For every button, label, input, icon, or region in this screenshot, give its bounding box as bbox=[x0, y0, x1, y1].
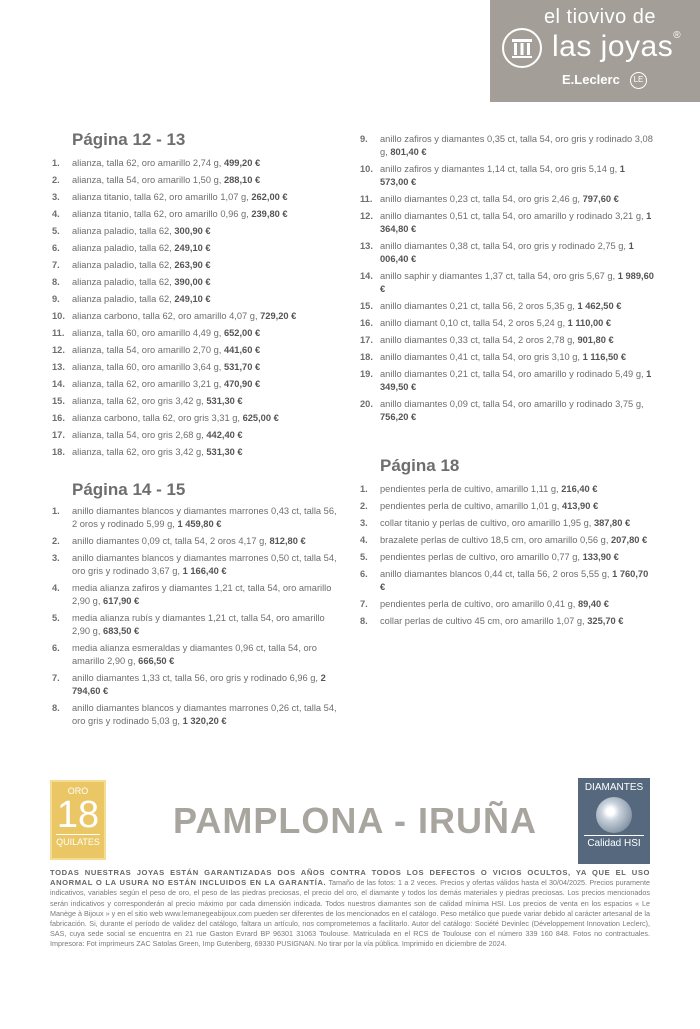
item-description: alianza, talla 60, oro amarillo 4,49 g, bbox=[72, 328, 222, 338]
list-item bbox=[52, 429, 342, 442]
item-price: 1 364,80 € bbox=[380, 211, 652, 234]
item-price: 239,80 € bbox=[251, 209, 288, 219]
list-item bbox=[360, 615, 655, 628]
item-price: 1 462,50 € bbox=[577, 301, 622, 311]
item-price: 1 989,60 € bbox=[380, 271, 654, 294]
badge-oro-label: ORO bbox=[67, 786, 89, 796]
item-price: 470,90 € bbox=[223, 379, 261, 389]
item-number: 1. bbox=[360, 484, 368, 494]
list-item bbox=[52, 612, 342, 638]
list-item bbox=[52, 505, 342, 531]
gold-18k-badge bbox=[50, 780, 106, 860]
item-number: 18. bbox=[52, 447, 65, 457]
list-item bbox=[52, 378, 342, 391]
item-description: anillo diamantes blancos y diamantes marrones 0,50 ct, talla 54, oro gris y rodinado 3,67 g, bbox=[72, 553, 337, 576]
item-number: 4. bbox=[360, 535, 368, 545]
item-number: 7. bbox=[52, 260, 60, 270]
item-list-p14-15-continued bbox=[360, 133, 655, 428]
item-number: 10. bbox=[360, 164, 373, 174]
item-number: 4. bbox=[52, 209, 60, 219]
item-number: 8. bbox=[52, 277, 60, 287]
list-item bbox=[360, 598, 655, 611]
item-price: 89,40 € bbox=[577, 599, 609, 609]
item-number: 1. bbox=[52, 158, 60, 168]
list-item bbox=[360, 500, 655, 513]
item-price: 812,80 € bbox=[269, 536, 306, 546]
item-number: 20. bbox=[360, 399, 373, 409]
item-description: anillo diamant 0,10 ct, talla 54, 2 oros 5,24 g, bbox=[380, 318, 566, 328]
item-description: alianza titanio, talla 62, oro amarillo 1,07 g, bbox=[72, 192, 249, 202]
item-description: anillo diamantes 0,23 ct, talla 54, oro gris 2,46 g, bbox=[380, 194, 581, 204]
item-description: media alianza rubís y diamantes 1,21 ct, talla 54, oro amarillo 2,90 g, bbox=[72, 613, 325, 636]
brand-name-line1: el tiovivo de bbox=[543, 6, 657, 28]
list-item bbox=[360, 517, 655, 530]
item-description: anillo diamantes 0,21 ct, talla 54, oro amarillo y rodinado 5,49 g, bbox=[380, 369, 644, 379]
item-description: anillo diamantes blancos y diamantes marrones 0,26 ct, talla 54, oro gris y rodinado 5,03 g, bbox=[72, 703, 337, 726]
item-number: 5. bbox=[52, 226, 60, 236]
list-item bbox=[360, 568, 655, 594]
item-number: 6. bbox=[52, 643, 60, 653]
list-item bbox=[360, 351, 655, 364]
item-number: 18. bbox=[360, 352, 373, 362]
list-item bbox=[52, 208, 342, 221]
item-list-p14-15 bbox=[52, 505, 342, 732]
item-number: 8. bbox=[360, 616, 368, 626]
list-item bbox=[52, 672, 342, 698]
item-price: 1 573,00 € bbox=[380, 164, 625, 187]
item-description: pendientes perla de cultivo, amarillo 1,01 g, bbox=[380, 501, 560, 511]
item-number: 17. bbox=[52, 430, 65, 440]
item-description: alianza paladio, talla 62, bbox=[72, 226, 172, 236]
item-price: 531,30 € bbox=[206, 447, 243, 457]
item-number: 6. bbox=[360, 569, 368, 579]
list-item bbox=[360, 398, 655, 424]
list-item bbox=[52, 702, 342, 728]
item-number: 7. bbox=[52, 673, 60, 683]
item-price: 531,70 € bbox=[223, 362, 261, 372]
item-number: 15. bbox=[360, 301, 373, 311]
list-item bbox=[360, 551, 655, 564]
item-price: 666,50 € bbox=[138, 656, 175, 666]
item-number: 11. bbox=[52, 328, 65, 338]
list-item bbox=[360, 483, 655, 496]
item-description: collar perlas de cultivo 45 cm, oro amarillo 1,07 g, bbox=[380, 616, 585, 626]
item-number: 10. bbox=[52, 311, 65, 321]
item-description: anillo diamantes 0,38 ct, talla 54, oro gris y rodinado 2,75 g, bbox=[380, 241, 626, 251]
badge-calidad-label: Calidad HSI bbox=[584, 835, 644, 849]
item-description: alianza, talla 54, oro gris 2,68 g, bbox=[72, 430, 204, 440]
item-number: 8. bbox=[52, 703, 60, 713]
list-item bbox=[52, 395, 342, 408]
list-item bbox=[52, 157, 342, 170]
item-number: 13. bbox=[360, 241, 373, 251]
item-price: 441,60 € bbox=[223, 345, 261, 355]
item-description: anillo diamantes blancos y diamantes marrones 0,43 ct, talla 56, 2 oros y rodinado 5,99 g, bbox=[72, 506, 337, 529]
list-item bbox=[52, 412, 342, 425]
item-number: 17. bbox=[360, 335, 373, 345]
item-description: collar titanio y perlas de cultivo, oro amarillo 1,95 g, bbox=[380, 518, 592, 528]
item-number: 19. bbox=[360, 369, 373, 379]
item-price: 263,90 € bbox=[174, 260, 211, 270]
section-title-p12-13: Página 12 - 13 bbox=[72, 130, 186, 149]
diamond-quality-badge bbox=[578, 778, 650, 864]
item-price: 797,60 € bbox=[582, 194, 619, 204]
item-number: 11. bbox=[360, 194, 373, 204]
list-item bbox=[360, 193, 655, 206]
list-item bbox=[52, 293, 342, 306]
list-item bbox=[360, 270, 655, 296]
item-price: 1 116,50 € bbox=[582, 352, 627, 362]
list-item bbox=[52, 552, 342, 578]
item-price: 288,10 € bbox=[223, 175, 261, 185]
list-item bbox=[360, 317, 655, 330]
item-description: anillo diamantes 0,51 ct, talla 54, oro amarillo y rodinado 3,21 g, bbox=[380, 211, 644, 221]
item-price: 1 320,20 € bbox=[182, 716, 227, 726]
item-description: alianza, talla 54, oro amarillo 1,50 g, bbox=[72, 175, 222, 185]
list-item bbox=[52, 582, 342, 608]
item-price: 531,30 € bbox=[206, 396, 243, 406]
item-price: 262,00 € bbox=[251, 192, 288, 202]
list-item bbox=[52, 344, 342, 357]
brand-name-line2: las joyas® bbox=[552, 30, 682, 63]
item-price: 387,80 € bbox=[593, 518, 631, 528]
list-item bbox=[360, 163, 655, 189]
item-price: 216,40 € bbox=[561, 484, 598, 494]
legal-warranty: TODAS NUESTRAS JOYAS ESTÁN GARANTIZADAS DOS AÑOS CONTRA TODOS LOS DEFECTOS O VICIOS OCULTOS, YA QUE EL USO ANORMAL O LA USURA NO ESTÁN INCLUIDOS EN LA GARANTÍA. bbox=[50, 868, 650, 888]
item-number: 3. bbox=[52, 192, 60, 202]
legal-body: Tamaño de las fotos: 1 a 2 veces. Precios y ofertas válidos hasta el 30/04/2025. Precios puramente indicativos, variables según el peso de oro, el peso de las piedras preciosas, el precio del oro, el diamante y todos los demás materiales y piedras preciosas. Los precios mencionados serán indicativos y corresponderán al precio máximo por cada dimensión indicada. Todos nuestros diamantes son de calidad mínima HSI. Los precios de venta en los espacios « Le Manège à Bijoux » y en el sitio web www.lemanegeabijoux.com pueden ser diferentes de los mencionados en el catálogo. Peso metálico que puede variar debido al carácter artesanal de la fabricación. Si, durante el período de validez del catálogo, faltara un artículo, nos comprometemos a facilitarlo. Autor del catálogo: Société Devinlec (Développement Innovation Leclerc), SAS, cuya sede social se encuentra en 21 rue Gaston Evrard BP 96301 31063 Toulouse. Matriculada en el RCS de Toulouse con el número 339 160 848. Fotos no contractuales. Impresora: Fot imprimeurs ZAC Satolas Green, Imp Gutenberg, 69330 PUSIGNAN. No tirar por la vía pública. Imprimido en diciembre de 2024. bbox=[50, 878, 650, 949]
item-description: pendientes perla de cultivo, oro amarillo 0,41 g, bbox=[380, 599, 576, 609]
badge-diamantes-label: DIAMANTES bbox=[584, 782, 644, 793]
brand-header bbox=[490, 0, 700, 102]
list-item bbox=[360, 334, 655, 347]
item-number: 15. bbox=[52, 396, 65, 406]
item-price: 207,80 € bbox=[611, 535, 648, 545]
list-item bbox=[52, 446, 342, 459]
item-price: 2 794,60 € bbox=[72, 673, 326, 696]
item-price: 756,20 € bbox=[380, 412, 417, 422]
item-number: 2. bbox=[52, 175, 60, 185]
item-price: 625,00 € bbox=[242, 413, 279, 423]
item-description: alianza, talla 62, oro amarillo 3,21 g, bbox=[72, 379, 222, 389]
item-number: 4. bbox=[52, 583, 60, 593]
list-item bbox=[360, 368, 655, 394]
item-number: 14. bbox=[360, 271, 373, 281]
item-description: media alianza zafiros y diamantes 1,21 ct, talla 54, oro amarillo 2,90 g, bbox=[72, 583, 332, 606]
item-description: pendientes perla de cultivo, amarillo 1,11 g, bbox=[380, 484, 559, 494]
list-item bbox=[52, 174, 342, 187]
item-description: alianza paladio, talla 62, bbox=[72, 294, 172, 304]
item-price: 683,50 € bbox=[103, 626, 140, 636]
item-price: 133,90 € bbox=[582, 552, 619, 562]
item-list-p18 bbox=[360, 483, 655, 632]
item-description: media alianza esmeraldas y diamantes 0,96 ct, talla 54, oro amarillo 2,90 g, bbox=[72, 643, 317, 666]
item-price: 617,90 € bbox=[103, 596, 140, 606]
list-item bbox=[52, 191, 342, 204]
item-description: anillo diamantes 0,21 ct, talla 56, 2 oros 5,35 g, bbox=[380, 301, 575, 311]
item-number: 1. bbox=[52, 506, 60, 516]
list-item bbox=[360, 210, 655, 236]
item-description: alianza, talla 62, oro gris 3,42 g, bbox=[72, 447, 204, 457]
item-number: 16. bbox=[360, 318, 373, 328]
item-price: 442,40 € bbox=[206, 430, 243, 440]
item-price: 249,10 € bbox=[174, 243, 211, 253]
item-description: anillo saphir y diamantes 1,37 ct, talla 54, oro gris 5,67 g, bbox=[380, 271, 616, 281]
item-price: 249,10 € bbox=[174, 294, 211, 304]
item-number: 2. bbox=[360, 501, 368, 511]
item-description: alianza carbono, talla 62, oro gris 3,31 g, bbox=[72, 413, 240, 423]
item-number: 6. bbox=[52, 243, 60, 253]
item-number: 12. bbox=[360, 211, 373, 221]
item-number: 14. bbox=[52, 379, 65, 389]
diamond-icon bbox=[596, 797, 632, 833]
item-number: 5. bbox=[360, 552, 368, 562]
item-description: alianza paladio, talla 62, bbox=[72, 260, 172, 270]
list-item bbox=[52, 276, 342, 289]
item-description: alianza paladio, talla 62, bbox=[72, 243, 172, 253]
item-price: 325,70 € bbox=[587, 616, 624, 626]
item-price: 1 760,70 € bbox=[380, 569, 649, 592]
list-item bbox=[360, 534, 655, 547]
item-number: 3. bbox=[360, 518, 368, 528]
item-list-p12-13 bbox=[52, 157, 342, 463]
item-number: 13. bbox=[52, 362, 65, 372]
list-item bbox=[52, 259, 342, 272]
badge-quilates-label: QUILATES bbox=[56, 834, 100, 847]
item-price: 901,80 € bbox=[577, 335, 614, 345]
list-item bbox=[52, 242, 342, 255]
item-description: anillo zafiros y diamantes 1,14 ct, talla 54, oro gris 5,14 g, bbox=[380, 164, 618, 174]
item-number: 7. bbox=[360, 599, 368, 609]
item-number: 12. bbox=[52, 345, 65, 355]
item-description: brazalete perlas de cultivo 18,5 cm, oro amarillo 0,56 g, bbox=[380, 535, 609, 545]
item-description: alianza paladio, talla 62, bbox=[72, 277, 172, 287]
list-item bbox=[360, 133, 655, 159]
list-item bbox=[52, 535, 342, 548]
list-item bbox=[52, 310, 342, 323]
item-number: 16. bbox=[52, 413, 65, 423]
item-number: 9. bbox=[52, 294, 60, 304]
item-number: 5. bbox=[52, 613, 60, 623]
item-number: 2. bbox=[52, 536, 60, 546]
item-description: alianza, talla 62, oro amarillo 2,74 g, bbox=[72, 158, 222, 168]
list-item bbox=[360, 300, 655, 313]
list-item bbox=[52, 361, 342, 374]
item-price: 1 110,00 € bbox=[567, 318, 612, 328]
item-price: 1 166,40 € bbox=[182, 566, 227, 576]
list-item bbox=[52, 327, 342, 340]
item-description: alianza, talla 54, oro amarillo 2,70 g, bbox=[72, 345, 222, 355]
item-description: anillo diamantes 0,41 ct, talla 54, oro gris 3,10 g, bbox=[380, 352, 581, 362]
section-title-p14-15: Página 14 - 15 bbox=[72, 480, 186, 499]
item-number: 3. bbox=[52, 553, 60, 563]
leclerc-label: E.Leclerc bbox=[562, 72, 620, 87]
item-price: 413,90 € bbox=[561, 501, 599, 511]
item-price: 801,40 € bbox=[390, 147, 427, 157]
item-price: 499,20 € bbox=[223, 158, 261, 168]
item-description: anillo zafiros y diamantes 0,35 ct, talla 54, oro gris y rodinado 3,08 g, bbox=[380, 134, 653, 157]
badge-18-number: 18 bbox=[56, 794, 100, 836]
item-description: pendientes perlas de cultivo, oro amarillo 0,77 g, bbox=[380, 552, 581, 562]
list-item bbox=[52, 642, 342, 668]
item-price: 300,90 € bbox=[174, 226, 211, 236]
list-item bbox=[52, 225, 342, 238]
item-number: 9. bbox=[360, 134, 368, 144]
item-description: alianza titanio, talla 62, oro amarillo 0,96 g, bbox=[72, 209, 249, 219]
section-title-p18: Página 18 bbox=[380, 456, 460, 475]
item-price: 729,20 € bbox=[260, 311, 297, 321]
item-description: anillo diamantes blancos 0,44 ct, talla 56, 2 oros 5,55 g, bbox=[380, 569, 610, 579]
item-description: anillo diamantes 0,09 ct, talla 54, oro amarillo y rodinado 3,75 g, bbox=[380, 399, 644, 409]
leclerc-logo-icon: LE bbox=[630, 72, 647, 89]
item-description: alianza carbono, talla 62, oro amarillo 4,07 g, bbox=[72, 311, 258, 321]
list-item bbox=[360, 240, 655, 266]
item-price: 390,00 € bbox=[174, 277, 211, 287]
item-description: anillo diamantes 0,09 ct, talla 54, 2 oros 4,17 g, bbox=[72, 536, 267, 546]
item-price: 1 349,50 € bbox=[380, 369, 652, 392]
item-description: anillo diamantes 1,33 ct, talla 56, oro gris y rodinado 6,96 g, bbox=[72, 673, 318, 683]
item-description: alianza, talla 62, oro gris 3,42 g, bbox=[72, 396, 204, 406]
item-price: 1 459,80 € bbox=[177, 519, 222, 529]
item-price: 652,00 € bbox=[223, 328, 261, 338]
carousel-logo-icon bbox=[502, 28, 542, 68]
item-description: anillo diamantes 0,33 ct, talla 54, 2 oros 2,78 g, bbox=[380, 335, 575, 345]
item-description: alianza, talla 60, oro amarillo 3,64 g, bbox=[72, 362, 222, 372]
legal-notice bbox=[50, 868, 650, 950]
city-title: PAMPLONA - IRUÑA bbox=[173, 800, 537, 841]
item-price: 1 006,40 € bbox=[380, 241, 634, 264]
